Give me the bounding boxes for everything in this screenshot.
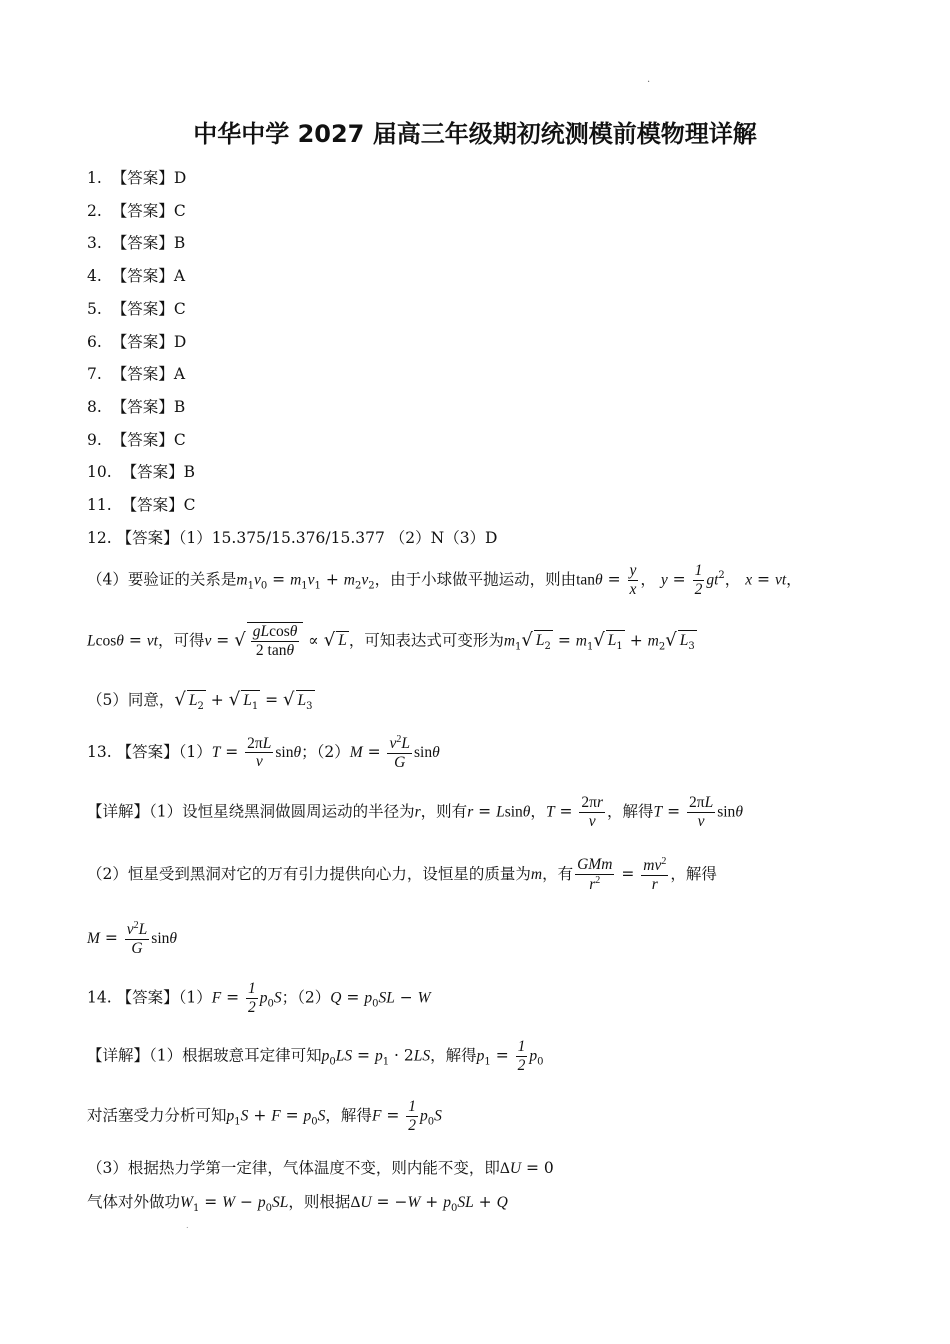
answer-value: B xyxy=(183,463,196,482)
bottom-dot: . xyxy=(186,1221,189,1230)
answer-tag: 【答案】 xyxy=(111,234,174,253)
q14-text: ，则根据 xyxy=(288,1193,351,1211)
q14-text: 对活塞受力分析可知 xyxy=(87,1106,227,1125)
answer-value: C xyxy=(173,299,186,318)
answer-value: C xyxy=(173,430,186,449)
q14-header: 14. 【答案】（1）F = $\frac{1}{2}$ $p_0S$；$(2)Q = p_0SL - W$ xyxy=(87,980,431,1016)
answer-row xyxy=(87,166,186,188)
top-dot: . xyxy=(647,74,651,85)
answer-row xyxy=(87,330,186,352)
answer-tag: 【答案】 xyxy=(111,365,174,384)
q14-text: 【详解】（1）根据玻意耳定律可知 xyxy=(87,1046,322,1065)
q13-detail-2: （2）恒星受到黑洞对它的万有引力提供向心力，设恒星的质量为m，有 $\frac{\text{GMm}}{r^2}$ = $\frac{mv^2}{r}$ ，解得 xyxy=(87,856,717,893)
answer-number: 1. xyxy=(87,169,102,187)
answer-row xyxy=(87,231,185,253)
answer-number: 5. xyxy=(87,299,102,318)
q14-detail-3: （3）根据热力学第一定律，气体温度不变，则内能不变，即ΔU = 0 xyxy=(87,1159,554,1177)
answer-number: 6. xyxy=(87,332,102,351)
q14-text: （3）根据热力学第一定律，气体温度不变，则内能不变，即 xyxy=(87,1159,500,1177)
q12-text: ， xyxy=(724,570,741,589)
answer-value: D xyxy=(173,169,187,187)
q14-detail-4: 气体对外做功$W_1 = W - p_0SL$，则根据$\Delta U = -W + p_0SL + Q$ xyxy=(87,1193,508,1215)
q12-part4-line1: （4）要验证的关系是$m_1v_0 = m_1v_1 + m_2v_2$，由于小球做平抛运动，则由tanθ = $\frac{y}{x}$ ， y = $\frac{1}{2}$ $gt^2$， x = vt， xyxy=(87,562,802,598)
q13-text: ，则有 xyxy=(420,802,468,821)
answer-number: 11. xyxy=(87,496,112,514)
answer-tag: 【答案】 xyxy=(111,397,174,416)
q14-text: ，解得 xyxy=(325,1106,372,1125)
q13-detail-3: M = $\frac{v^2L}{G}$ sinθ xyxy=(87,920,177,957)
q12-part5: （5）同意，√ $L_2$ + √ $L_1$ = √ $L_3$ xyxy=(87,689,313,713)
q14-text: ；（2） xyxy=(281,988,331,1007)
answer-tag: 【答案】 xyxy=(111,430,174,449)
q12-part4-line2: Lcosθ = vt，可得v = √ $\frac{gLcos\theta}{2 \tan\theta}$ ∝ √ L ，可知表达式可变形为$m_1√$ $L_2 = m_1√$ $L_1 + m_2√$ $L_3$ xyxy=(87,623,695,659)
q13-text: ，解得 xyxy=(607,802,654,821)
q13-detail-1: 【详解】（1）设恒星绕黑洞做圆周运动的半径为r，则有r = Lsinθ，T = $\frac{2\pi r}{v}$ ，解得T = $\frac{2\pi L}{v}$ sinθ xyxy=(87,794,743,830)
answer-value: B xyxy=(173,234,186,253)
answer-number: 4. xyxy=(87,267,102,286)
answer-tag: 【答案】 xyxy=(111,169,174,187)
q13-text: 13. 【答案】（1） xyxy=(87,742,212,761)
answer-number: 9. xyxy=(87,430,102,449)
answer-tag: 【答案】 xyxy=(111,299,174,318)
q13-text: ， xyxy=(530,802,546,821)
answer-value: B xyxy=(173,397,186,416)
answer-row xyxy=(87,264,185,286)
answer-number: 7. xyxy=(87,365,102,384)
answer-row xyxy=(87,199,186,221)
q13-text: ；（2） xyxy=(301,742,350,761)
q13-text: ，解得 xyxy=(670,864,717,883)
q13-text: （2）恒星受到黑洞对它的万有引力提供向心力，设恒星的质量为 xyxy=(87,864,531,883)
q13-text: 【详解】（1）设恒星绕黑洞做圆周运动的半径为 xyxy=(87,802,415,821)
answer-row xyxy=(87,428,186,450)
q14-detail-2: 对活塞受力分析可知$p_1S + F = p_0S$，解得F = $\frac{1}{2}$ $p_0S$ xyxy=(87,1098,442,1134)
answer-row xyxy=(87,297,186,319)
q12-text: ，由于小球做平抛运动，则由 xyxy=(374,570,577,589)
answer-tag: 【答案】 xyxy=(111,332,174,351)
answer-tag: 【答案】 xyxy=(121,496,184,514)
q12-header: 12. 【答案】（1）15.375/15.376/15.377 （2）N（3）D xyxy=(87,529,498,547)
q12-text: ，可知表达式可变形为 xyxy=(348,631,504,650)
q14-text: ，解得 xyxy=(430,1046,477,1065)
q12-text: ，可得 xyxy=(157,631,205,650)
q13-text: ，有 xyxy=(542,864,574,883)
q14-text: 14. 【答案】（1） xyxy=(87,988,212,1007)
q12-text: ， xyxy=(786,570,802,589)
q14-detail-1: 【详解】（1）根据玻意耳定律可知$p_0LS = p_1 \cdot 2LS$，解得$p_1$ = $\frac{1}{2}$ $p_0$ xyxy=(87,1038,544,1074)
answer-tag: 【答案】 xyxy=(121,463,184,482)
answer-row xyxy=(87,395,185,417)
answer-number: 8. xyxy=(87,397,102,416)
answer-number: 2. xyxy=(87,201,102,220)
answer-value: C xyxy=(183,496,196,514)
q12-text: （4）要验证的关系是 xyxy=(87,570,237,589)
answer-row xyxy=(87,493,196,515)
answer-value: D xyxy=(173,332,187,351)
answer-value: A xyxy=(173,267,186,286)
q12-text: ， xyxy=(640,570,656,589)
answer-tag: 【答案】 xyxy=(111,267,174,286)
answer-row xyxy=(87,460,195,482)
q12-text: （5）同意， xyxy=(87,691,175,709)
q13-header: 13. 【答案】（1）T = $\frac{2\pi L}{v}$ sinθ；（2）M = $\frac{v^2L}{G}$ sinθ xyxy=(87,734,440,771)
answer-row xyxy=(87,362,185,384)
answer-tag: 【答案】 xyxy=(111,201,174,220)
q14-text: 气体对外做功 xyxy=(87,1193,181,1211)
answer-number: 10. xyxy=(87,463,112,482)
answer-value: A xyxy=(173,365,186,384)
answer-value: C xyxy=(173,201,186,220)
page-title: 中华中学 2027 届高三年级期初统测模前模物理详解 xyxy=(193,120,757,148)
answer-number: 3. xyxy=(87,234,102,253)
